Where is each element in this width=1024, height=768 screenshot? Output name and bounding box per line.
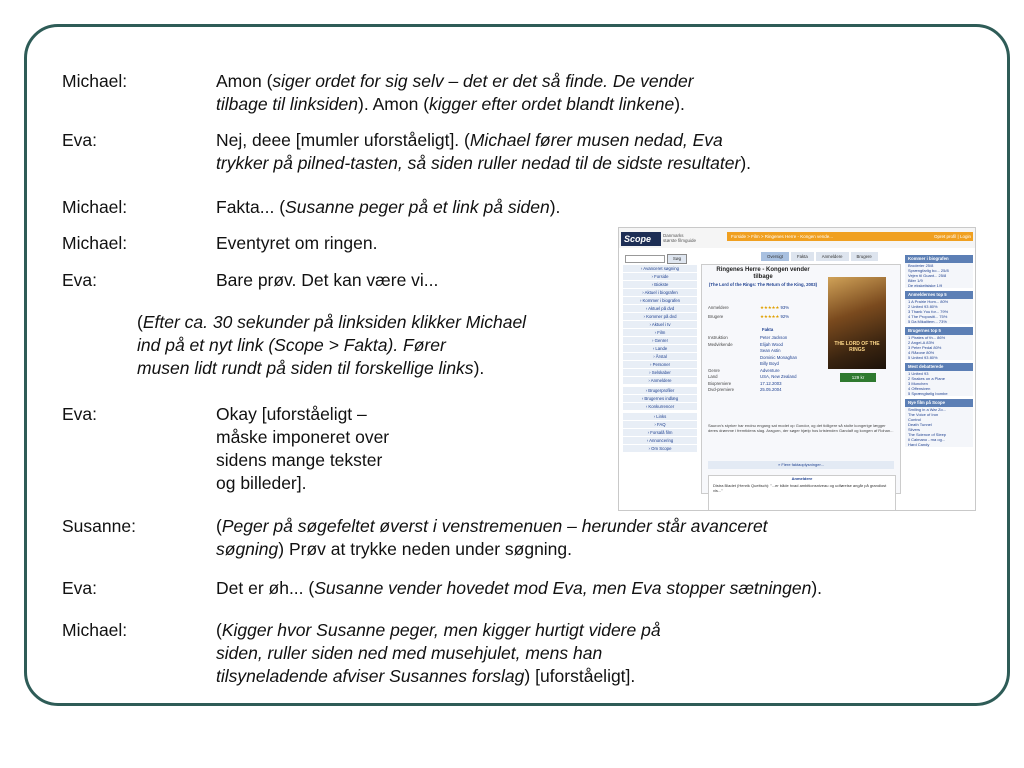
scope-fact-row: Dvd-premiere 25.05.2004 (708, 387, 782, 392)
scope-right-item: 4 Offensiven (908, 386, 931, 391)
scope-menu-item: › Links (623, 413, 697, 421)
scope-fact-row: Biopremiere 17.12.2003 (708, 380, 782, 386)
scope-right-list (905, 263, 973, 288)
scope-menu-item: › Brugerprofiler (623, 387, 697, 395)
scope-menu-item: › Årstal (623, 353, 697, 361)
utterance-line: Amon (siger ordet for sig selv – det er det så finde. De vender (216, 71, 694, 91)
scope-breadcrumb: Forside > Film > Ringenes Herre - Kongen vende... (727, 232, 973, 241)
scope-menu-item: › Avanceret søgning (623, 265, 697, 273)
scope-menu-item: › FAQ (623, 421, 697, 429)
scope-film-box: Ringenes Herre - Kongen vender tilbage (The Lord of the Rings: The Return of the King, 2003) Anmeldere ★★★★★ 93% Brugere ★★★★★ 92% Fakta Instruktion Peter Jackson Medvirkende Elijah Wood Sean Astin Dominic Monaghan Billy Boyd Genre Adventure Land USA, New Zealand Biopremiere 17.12.2003 Dvd-premiere 25.05.2004 THE LORD OF THE RINGS 129 kr Sauron's styrker har endnu engang sat modet op Gondor, og det tidligere så stolte kongerige lægger deres drømme i fremtidens slag. Aragorn, der søger hjælp hos kristenden Gandalf og kongen af Rohan... » Flere faktaoplysninger... Anmeldere Distra Bladet (Henrik Queitsch): "...er både hvad ambitionsniveau og udførelse angår på grandiost vis..." (701, 264, 901, 494)
speaker-label: Eva: (62, 404, 98, 424)
scope-search-input (625, 255, 665, 263)
utterance-line: sidens mange tekster (216, 450, 383, 470)
scope-tab: Fakta (791, 252, 814, 261)
utterance-line: Fakta... (Susanne peger på et link på siden). (216, 197, 561, 217)
scope-review-heading: Anmeldere (791, 476, 813, 481)
scope-right-column (905, 252, 973, 447)
scope-right-heading: Kommer i biografen (905, 255, 973, 263)
utterance-line: (Kigger hvor Susanne peger, men kigger hurtigt videre på (216, 620, 661, 640)
scope-right-item: Il Caimano - ma og... (908, 437, 946, 442)
scope-right-list (905, 335, 973, 360)
scope-right-item: The Voice of Iron (908, 412, 939, 417)
utterance-line: trykker på pilned-tasten, så siden ruller nedad til de sidste resultater). (216, 153, 752, 173)
scope-right-item: The Science of Sleep (908, 432, 947, 437)
scope-tabs (761, 252, 880, 261)
scope-right-item: Broderier 25/8 (908, 263, 934, 268)
scope-right-item: 5 Da Mikalitem... 73% (908, 319, 947, 324)
scope-rating-row: Anmeldere ★★★★★ 93% (708, 305, 790, 310)
scope-right-item: Biler 1/9 (908, 278, 923, 283)
speaker-label: Michael: (62, 233, 128, 253)
scope-right-list (905, 299, 973, 324)
scope-menu-item: › Kommer i biografen (623, 297, 697, 305)
speaker-label: Eva: (62, 270, 98, 290)
scope-right-item: 2 Snakes on a Plane (908, 376, 945, 381)
scope-menu (623, 265, 697, 453)
scope-film-title: Ringenes Herre - Kongen vender tilbage (716, 267, 810, 280)
utterance-line: tilbage til linksiden). Amon (kigger efter ordet blandt linkene). (216, 94, 685, 114)
scope-right-item: 1 Pirates of th... 86% (908, 335, 946, 340)
scope-tab: Anmeldere (816, 252, 849, 261)
scope-right-item: 3 Munchen (908, 381, 928, 386)
scope-menu-item: › Konkurrencer (623, 403, 697, 413)
scope-screenshot (618, 227, 976, 511)
speaker-label: Eva: (62, 578, 98, 598)
scope-tab: Oversigt (761, 252, 789, 261)
utterance-line: (Peger på søgefeltet øverst i venstremenuen – herunder står avanceret (216, 516, 768, 536)
utterance-line: siden, ruller siden ned med musehjulet, mens han (216, 643, 603, 663)
scope-menu-item: › Selskaber (623, 369, 697, 377)
scope-login-link: Opret profil | Login (934, 234, 971, 239)
utterance-line: musen lidt rundt på siden til forskellige links). (137, 358, 485, 378)
scope-menu-item: › Biokste (623, 281, 697, 289)
scope-menu-item: › Lande (623, 345, 697, 353)
scope-review-box (708, 475, 896, 511)
scope-menu-item: › Forside (623, 273, 697, 281)
utterance-line: Bare prøv. Det kan være vi... (216, 270, 439, 290)
scope-fact-row: Medvirkende Elijah Wood (708, 341, 783, 347)
scope-poster-title: THE LORD OF THE RINGS (834, 341, 880, 353)
utterance-line: (Efter ca. 30 sekunder på linksiden klikker Michael (137, 312, 527, 332)
speaker-label: Eva: (62, 130, 98, 150)
scope-menu-item: › Personer (623, 361, 697, 369)
speaker-label: Michael: (62, 71, 128, 91)
scope-main (701, 252, 901, 508)
scope-right-item: 1 A Prairie Hom... 80% (908, 299, 949, 304)
scope-header (619, 228, 975, 248)
scope-menu-item: › Annoncering (623, 437, 697, 445)
speaker-label: Michael: (62, 197, 128, 217)
scope-facts-heading: Fakta (762, 327, 774, 332)
scope-menu-item: › Forsalå film (623, 429, 697, 437)
utterance-line: Okay [uforståeligt – (216, 404, 367, 424)
scope-right-item: 3 Thank You for... 79% (908, 309, 949, 314)
scope-right-item: Control (908, 417, 921, 422)
scope-tab: Brugere (851, 252, 878, 261)
utterance-line: Nej, deee [mumler uforståeligt]. (Michael fører musen nedad, Eva (216, 130, 723, 150)
scope-right-item: Silvers (908, 427, 921, 432)
scope-right-item: Sprængfarlig bo... 25/8 (908, 268, 949, 273)
utterance-line: søgning) Prøv at trykke neden under søgning. (216, 539, 573, 559)
scope-right-item: 4 Råzone 80% (908, 350, 935, 355)
scope-sidebar (621, 252, 699, 508)
scope-logo: Scope (621, 232, 661, 246)
scope-poster (828, 277, 886, 369)
scope-right-item: Death Tunnel (908, 422, 932, 427)
scope-menu-item: › Anmeldere (623, 377, 697, 387)
scope-menu-item: › Brugernes indlæg (623, 395, 697, 403)
scope-right-item: Smiling in a War Zo... (908, 407, 947, 412)
scope-right-list (905, 371, 973, 396)
scope-right-item: Vejen til Guant... 25/8 (908, 273, 947, 278)
scope-menu-item: › Film (623, 329, 697, 337)
scope-logo-subtitle: Danmarks største filmguide (663, 233, 697, 243)
utterance-line: ind på et nyt link (Scope > Fakta). Fører (137, 335, 446, 355)
scope-right-item: De ekskelisiske 1/9 (908, 283, 943, 288)
scope-right-item: 3 Peter Pedal 80% (908, 345, 942, 350)
scope-right-item: 1 United 93 (908, 371, 929, 376)
scope-fact-row: Land USA, New Zealand (708, 374, 797, 379)
scope-menu-item: › Aktuel i biografen (623, 289, 697, 297)
utterance-line: måske imponeret over (216, 427, 390, 447)
scope-right-heading: Nye film på Scope (905, 399, 973, 407)
scope-fact-row: Instruktion Peter Jackson (708, 335, 788, 340)
utterance-line: Det er øh... (Susanne vender hovedet mod Eva, men Eva stopper sætningen). (216, 578, 823, 598)
scope-menu-item: › Aktuel i tv (623, 321, 697, 329)
speaker-label: Michael: (62, 620, 128, 640)
scope-price-button: 129 kr (840, 373, 876, 382)
scope-right-heading: Anmeldernes top 5 (905, 291, 973, 299)
scope-right-heading: Brugernes top 5 (905, 327, 973, 335)
utterance-line: tilsyneladende afviser Susannes forslag) [uforståeligt]. (216, 666, 636, 686)
scope-review-text: Distra Bladet (Henrik Queitsch): "...er både hvad ambitionsniveau og udførelse angår på grandiost vis..." (713, 483, 887, 493)
scope-film-subtitle: (The Lord of the Rings: The Return of the King, 2003) (708, 282, 818, 287)
scope-search-button: Søg (667, 254, 687, 264)
scope-menu-item: › Genrer (623, 337, 697, 345)
scope-fact-row: Genre Adventure (708, 367, 780, 373)
scope-right-item: 5 Sprængfarlig bombe (908, 391, 948, 396)
scope-description: Sauron's styrker har endnu engang sat modet op Gondor, og det tidligere så stolte kongerige lægger deres drømme i fremtidens slag. Aragorn, der søger hjælp hos kristenden Gandalf og kongen af Rohan... (708, 423, 894, 433)
scope-right-item: 2 Angel-A 83% (908, 340, 935, 345)
scope-menu-item: › Om Scope (623, 445, 697, 453)
scope-right-item: 5 United 93 80% (908, 355, 938, 360)
scope-right-heading: Mest debatterede (905, 363, 973, 371)
scope-right-item: Hard Candy (908, 442, 930, 447)
scope-right-item: 2 United 93 80% (908, 304, 938, 309)
scope-menu-item: › Aktuel på dvd (623, 305, 697, 313)
scope-right-list (905, 407, 973, 447)
scope-rating-row: Brugere ★★★★★ 92% (708, 314, 790, 319)
speaker-label: Susanne: (62, 516, 136, 536)
scope-menu-item: › Kommer på dvd (623, 313, 697, 321)
scope-right-item: 4 The Propositi... 75% (908, 314, 948, 319)
scope-more-link: » Flere faktaoplysninger... (708, 461, 894, 469)
utterance-line: Eventyret om ringen. (216, 233, 378, 253)
utterance-line: og billeder]. (216, 473, 307, 493)
